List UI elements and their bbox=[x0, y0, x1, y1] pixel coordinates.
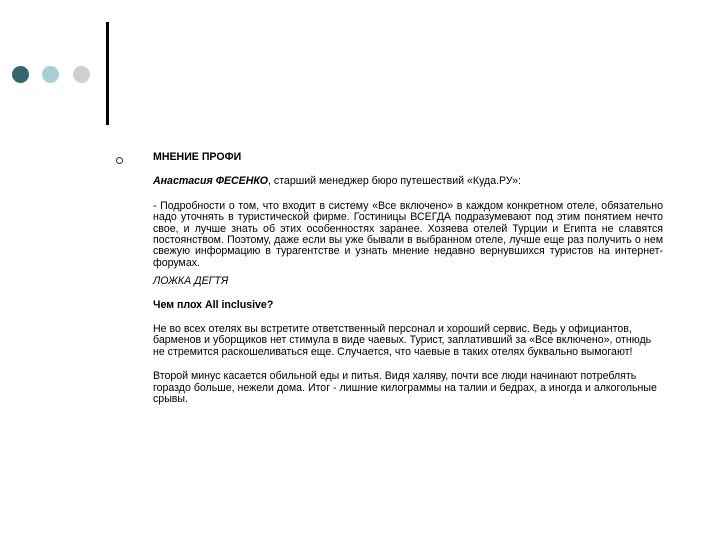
section-heading: ЛОЖКА ДЕГТЯ bbox=[153, 275, 229, 288]
bullet-circle-icon bbox=[116, 157, 123, 164]
light-teal-dot bbox=[42, 66, 59, 83]
author-role: , старший менеджер бюро путешествий «Куда.РУ»: bbox=[268, 175, 521, 188]
question-heading: Чем плох All inclusive? bbox=[153, 298, 274, 311]
body-paragraph-1: Не во всех отелях вы встретите ответственный персонал и хороший сервис. Ведь у официантов, барменов и уборщиков нет стимула в виде чаевых. Турист, заплативший за «Все включено», отнюдь не стремится раскошеливаться еще. Случается, что чаевые в таких отелях буквально вымогают! bbox=[153, 323, 652, 358]
author-name: Анастасия ФЕСЕНКО bbox=[153, 175, 269, 188]
decorative-dots bbox=[12, 66, 92, 84]
author-line bbox=[153, 176, 663, 187]
slide-content bbox=[153, 152, 663, 406]
slide-title: МНЕНИЕ ПРОФИ bbox=[153, 151, 242, 163]
vertical-divider bbox=[106, 22, 109, 125]
body-paragraph-2: Второй минус касается обильной еды и питья. Видя халяву, почти все люди начинают потреблять гораздо больше, нежели дома. Итог - лишние килограммы на талии и бедрах, а иногда и алкогольные срывы. bbox=[153, 370, 657, 406]
intro-paragraph: - Подробности о том, что входит в систему «Все включено» в каждом конкретном отеле, обязательно надо уточнять в туристической фирме. Гостиницы ВСЕГДА подразумевают под этим понятием нечто свое, и лучше знать об этих особенностях заранее. Хозяева отелей Турции и Египта не славятся постоянством. Поэтому, даже если вы уже бывали в выбранном отеле, лучше еще раз получить о нем свежую информацию в турагентстве и узнать мнение недавно вернувшихся туристов на интернет-форумах. bbox=[153, 199, 663, 269]
dark-teal-dot bbox=[12, 66, 29, 83]
gray-dot bbox=[73, 66, 90, 83]
